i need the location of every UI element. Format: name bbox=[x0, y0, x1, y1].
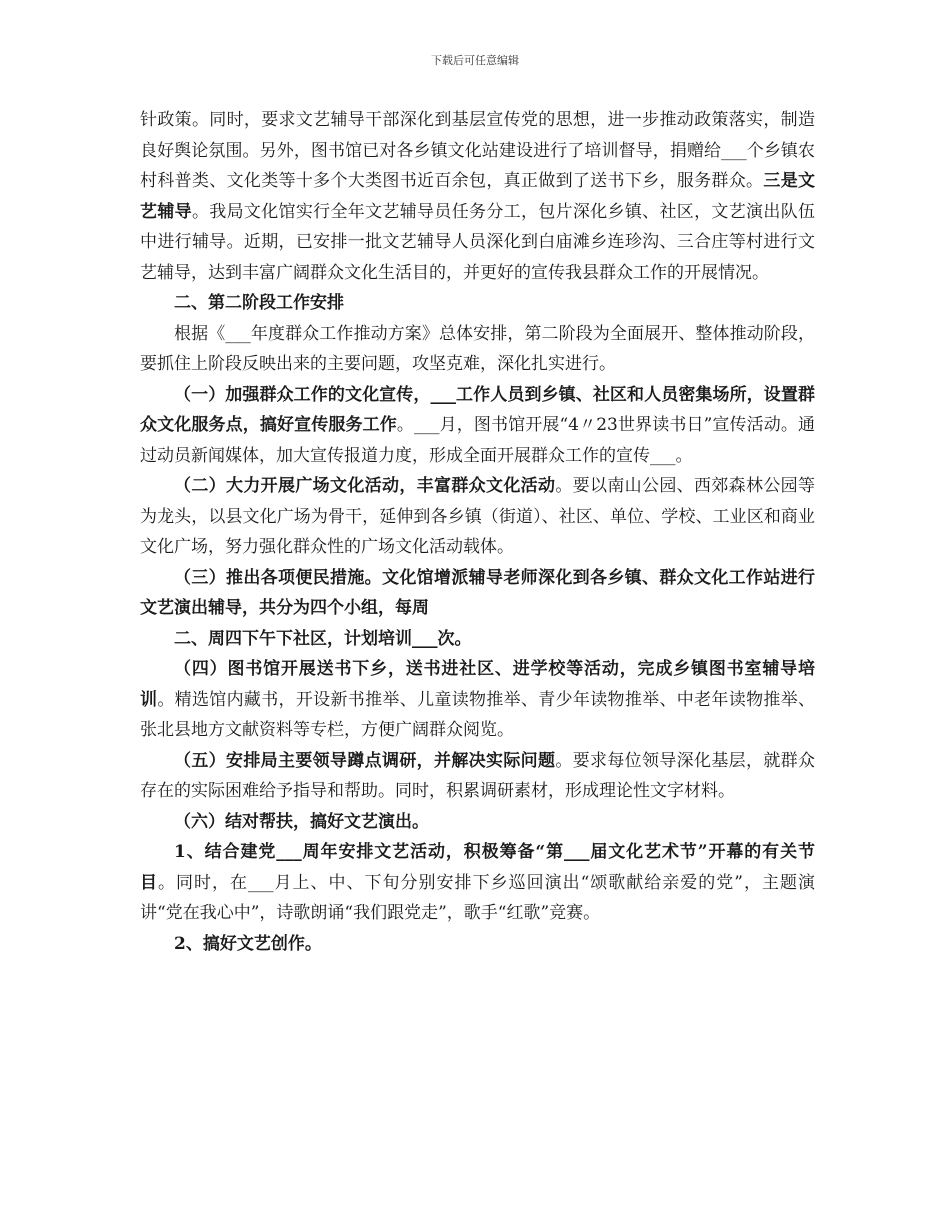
text-run: 。精选馆内藏书，开设新书推举、儿童读物推举、青少年读物推举、中老年读物推举、张北县地方文献资料等专栏，方便广阔群众阅览。 bbox=[140, 689, 816, 740]
paragraph bbox=[140, 746, 815, 807]
text-run: 。我局文化馆实行全年文艺辅导员任务分工，包片深化乡镇、社区，文艺演出队伍中进行辅导。近期，已安排一批文艺辅导人员深化到白庙滩乡连珍沟、三合庄等村进行文艺辅导，达到丰富广阔群众文化生活目的，并更好的宣传我县群众工作的开展情况。 bbox=[140, 201, 816, 283]
bold-text-run: （四）图书馆开展送书下乡，送书进社区、进学校等活动，完成乡镇图书室辅导培训 bbox=[140, 659, 815, 710]
document-body bbox=[140, 105, 815, 959]
paragraph bbox=[140, 288, 815, 319]
paragraph bbox=[140, 105, 815, 288]
bold-text-run: 三是文艺辅导 bbox=[140, 171, 816, 222]
text-run: 针政策。同时，要求文艺辅导干部深化到基层宣传党的思想，进一步推动政策落实，制造良好舆论氛围。另外，图书馆已对各乡镇文化站建设进行了培训督导，捐赠给___个乡镇农村科普类、文化类等十多个大类图书近百余包，真正做到了送书下乡，服务群众。 bbox=[140, 110, 815, 191]
text-run: 。同时，在___月上、中、下旬分别安排下乡巡回演出“颂歌献给亲爱的党”，主题演讲“党在我心中”，诗歌朗诵“我们跟党走”，歌手“红歌”竞赛。 bbox=[140, 872, 816, 923]
bold-text-run: 二、第二阶段工作安排 bbox=[174, 293, 344, 313]
text-run: 。要求每位领导深化基层，就群众存在的实际困难给予指导和帮助。同时，积累调研素材，形成理论性文字材料。 bbox=[140, 750, 816, 801]
paragraph bbox=[140, 319, 815, 380]
paragraph bbox=[140, 471, 815, 563]
bold-text-run: 二、周四下午下社区，计划培训___次。 bbox=[174, 628, 472, 649]
text-run: 。要以南山公园、西郊森林公园等为龙头，以县文化广场为骨干，延伸到各乡镇（街道）、社区、单位、学校、工业区和商业文化广场，努力强化群众性的广场文化活动载体。 bbox=[140, 476, 816, 557]
paragraph bbox=[140, 380, 815, 472]
paragraph bbox=[140, 624, 815, 655]
page-header: 下载后可任意编辑 bbox=[431, 54, 519, 67]
paragraph bbox=[140, 929, 815, 960]
paragraph bbox=[140, 837, 815, 929]
bold-text-run: （三）推出各项便民措施。文化馆增派辅导老师深化到各乡镇、群众文化工作站进行文艺演出辅导，共分为四个小组，每周 bbox=[140, 567, 815, 618]
paragraph bbox=[140, 807, 815, 838]
bold-text-run: 1、结合建党___周年安排文艺活动，积极筹备“第___届文化艺术节”开幕的有关节目 bbox=[140, 842, 815, 893]
bold-text-run: （五）安排局主要领导蹲点调研，并解决实际问题 bbox=[174, 750, 556, 771]
bold-text-run: （一）加强群众工作的文化宣传，___工作人员到乡镇、社区和人员密集场所，设置群众文化服务点，搞好宣传服务工作 bbox=[140, 384, 815, 435]
bold-text-run: 2、搞好文艺创作。 bbox=[174, 933, 322, 954]
text-run: 。___月，图书馆开展“4〃23世界读书日”宣传活动。通过动员新闻媒体，加大宣传报道力度，形成全面开展群众工作的宣传___。 bbox=[140, 415, 815, 466]
paragraph bbox=[140, 654, 815, 746]
bold-text-run: （六）结对帮扶，搞好文艺演出。 bbox=[174, 811, 429, 832]
text-run: 根据《___年度群众工作推动方案》总体安排，第二阶段为全面展开、整体推动阶段，要抓住上阶段反映出来的主要问题，攻坚克难，深化扎实进行。 bbox=[140, 323, 815, 374]
bold-text-run: （二）大力开展广场文化活动，丰富群众文化活动 bbox=[174, 476, 556, 496]
paragraph bbox=[140, 563, 815, 624]
